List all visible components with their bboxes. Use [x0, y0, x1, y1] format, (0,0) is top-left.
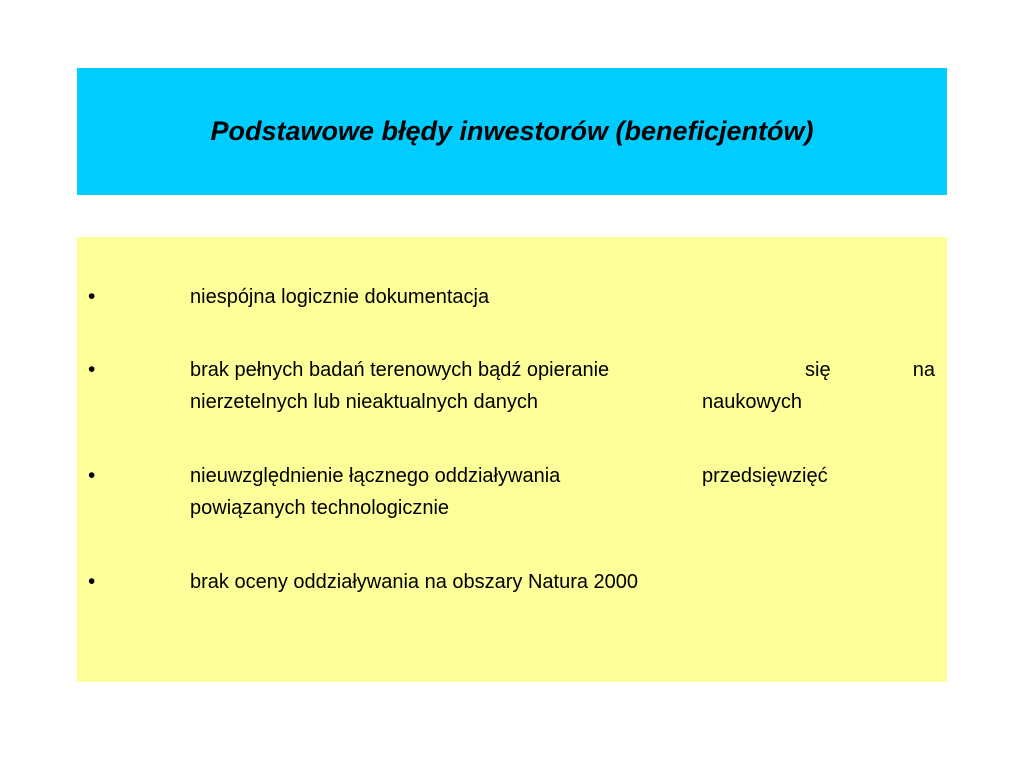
bullet-text: przedsięwzięć — [702, 465, 828, 487]
content-box — [77, 237, 947, 682]
slide-title: Podstawowe błędy inwestorów (beneficjentów) — [210, 116, 814, 146]
bullet-4-line-1 — [190, 566, 935, 598]
bullet-3-line-2 — [190, 492, 935, 524]
bullet-text: nieuwzględnienie łącznego oddziaływania — [190, 465, 561, 487]
bullet-text: powiązanych technologicznie — [190, 497, 450, 519]
bullet-text: brak oceny oddziaływania na obszary Natura 2000 — [190, 571, 639, 593]
bullet-2-line-2 — [190, 386, 935, 418]
bullet-marker: • — [88, 570, 96, 593]
bullet-text: na — [912, 359, 935, 381]
bullet-text: niespójna logicznie dokumentacja — [190, 286, 490, 308]
bullet-1-line-1 — [190, 281, 935, 313]
title-box — [77, 68, 947, 195]
bullet-marker: • — [88, 464, 96, 487]
bullet-text: się — [805, 359, 831, 381]
bullet-text: nierzetelnych lub nieaktualnych danych — [190, 391, 538, 413]
bullet-3-line-1 — [190, 460, 935, 492]
bullet-2-line-1 — [190, 354, 935, 386]
bullet-marker: • — [88, 285, 96, 308]
bullet-text: brak pełnych badań terenowych bądź opieranie — [190, 359, 610, 381]
bullet-marker: • — [88, 358, 96, 381]
bullet-text: naukowych — [702, 391, 803, 413]
